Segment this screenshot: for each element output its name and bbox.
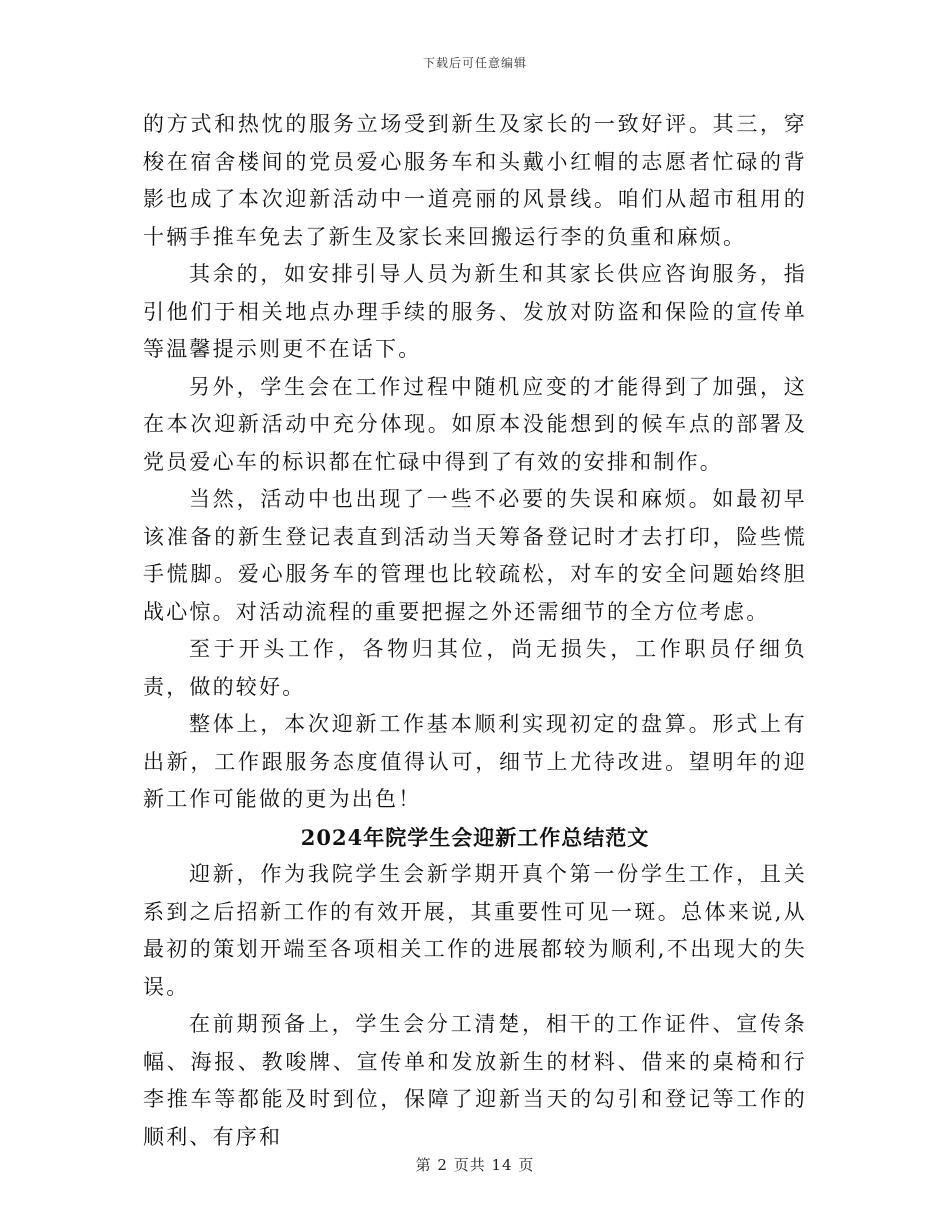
paragraph-introduction: 迎新，作为我院学生会新学期开真个第一份学生工作，且关系到之后招新工作的有效开展，其重要性可见一斑。总体来说,从最初的策划开端至各项相关工作的进展都较为顺利,不出现大的失误。 [143, 862, 807, 999]
page-header: 下载后可任意编辑 [422, 56, 527, 70]
paragraph-adaptability: 另外，学生会在工作过程中随机应变的才能得到了加强，这在本次迎新活动中充分体现。如原本没能想到的候车点的部署及党员爱心车的标识都在忙碌中得到了有效的安排和制作。 [143, 374, 807, 474]
paragraph-opening-work: 至于开头工作，各物归其位，尚无损失，工作职员仔细负责，做的较好。 [143, 637, 807, 699]
paragraph-mistakes: 当然，活动中也出现了一些不必要的失误和麻烦。如最初早该准备的新生登记表直到活动当天筹备登记时才去打印，险些慌手慌脚。爱心服务车的管理也比较疏松，对车的安全问题始终胆战心惊。对活动流程的重要把握之外还需细节的全方位考虑。 [143, 487, 807, 624]
paragraph-overall: 整体上，本次迎新工作基本顺利实现初定的盘算。形式上有出新，工作跟服务态度值得认可，细节上尤待改进。望明年的迎新工作可能做的更为出色！ [143, 712, 807, 811]
page-footer: 第 2 页共 14 页 [415, 1156, 535, 1174]
section-title: 2024年院学生会迎新工作总结范文 [300, 824, 650, 850]
paragraph-preparation: 在前期预备上，学生会分工清楚，相干的工作证件、宣传条幅、海报、教唆牌、宣传单和发放新生的材料、借来的桌椅和行李推车等都能及时到位，保障了迎新当天的勾引和登记等工作的顺利、有序和 [143, 1012, 807, 1149]
paragraph-continuation: 的方式和热忱的服务立场受到新生及家长的一致好评。其三，穿梭在宿舍楼间的党员爱心服务车和头戴小红帽的志愿者忙碌的背影也成了本次迎新活动中一道亮丽的风景线。咱们从超市租用的十辆手推车免去了新生及家长来回搬运行李的负重和麻烦。 [143, 112, 807, 249]
paragraph-other-services: 其余的，如安排引导人员为新生和其家长供应咨询服务，指引他们于相关地点办理手续的服务、发放对防盗和保险的宣传单等温馨提示则更不在话下。 [143, 262, 807, 361]
document-body [143, 106, 807, 1156]
